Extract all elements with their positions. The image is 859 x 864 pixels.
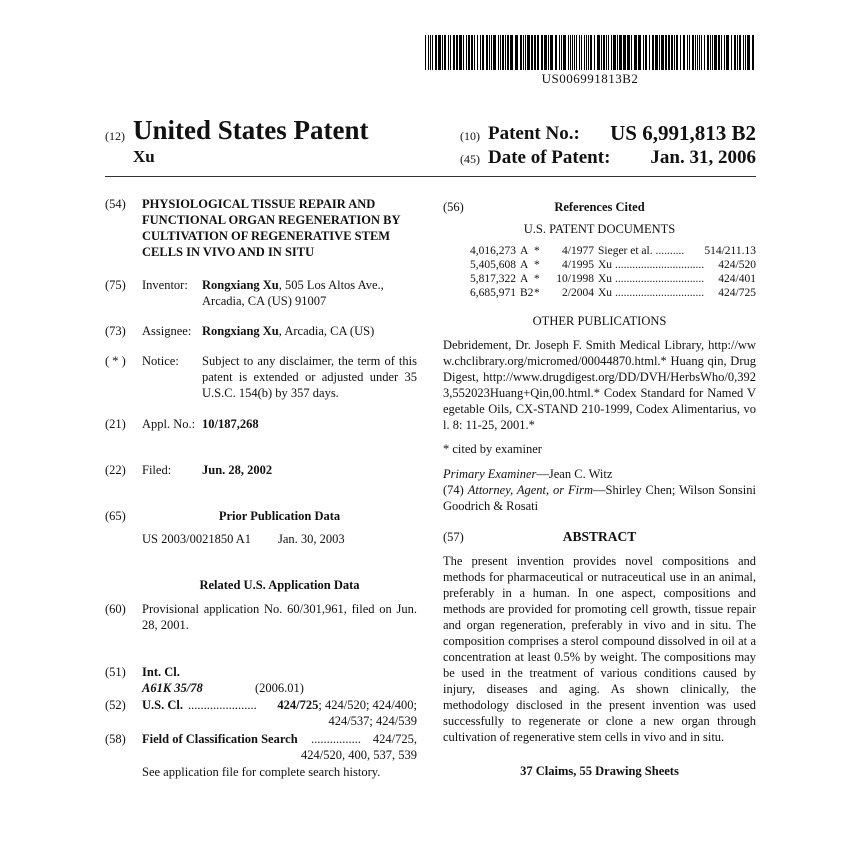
reference-number: 5,817,322 [470,273,516,285]
abstract-text: The present invention provides novel compositions and methods for pharmaceutical or nutraceutical use in an animal, preferably in a human. In one aspect, compositions and methods are provided for promoting cell growth, tissue repair and organ regeneration, preferably in vivo and in situ. The composition comprises a sterol compound dissolved in oil at a concentration at least 0.5% by weight. The compositions may be used in the treatment of various conditions caused by injury, diseases and aging. As shown clinically, the methodology disclosed in the present invention was used successfully to regenerate or clone a new organ through cultivation of regenerative stem cells in vivo and in situ. [443,554,756,744]
field-code-74: (74) [443,483,464,497]
reference-cited-mark: * [534,245,540,257]
us-cl-rest2: 424/537; 424/539 [328,714,417,728]
cited-by-examiner-note: * cited by examiner [443,442,542,456]
us-cl-values [277,697,417,729]
provisional-application-text: Provisional application No. 60/301,961, filed on Jun. 28, 2001. [142,602,417,632]
assignee-entry [202,323,417,339]
assignee-name: Rongxiang Xu [202,324,279,338]
primary-examiner-name: —Jean C. Witz [536,467,613,481]
field-code-52: (52) [105,698,126,712]
field-code-57: (57) [443,530,464,544]
field-code-22: (22) [105,463,126,477]
field-code-51: (51) [105,665,126,679]
attorney-name: —Shirley Chen; Wilson Sonsini Goodrich & Rosati [443,483,756,513]
field-code-75: (75) [105,278,126,292]
filed-label: Filed: [142,463,172,477]
int-cl-label: Int. Cl. [142,665,180,679]
reference-class: 424/520 [718,259,756,271]
assignee-label: Assignee: [142,324,192,338]
notice-label: Notice: [142,354,179,368]
inventor-address-line1: , 505 Los Altos Ave., [278,278,384,292]
prior-publication-number: US 2003/0021850 A1 [142,532,252,546]
appl-no-label: Appl. No.: [142,417,196,431]
barcode-number: US006991813B2 [541,71,639,86]
field-of-search-v2: 424/520, 400, 537, 539 [301,748,417,762]
reference-cited-mark: * [534,273,540,285]
field-code-65: (65) [105,509,126,523]
appl-no-value: 10/187,268 [202,417,259,431]
document-title: United States Patent [133,115,369,145]
inventor-name: Rongxiang Xu [202,278,279,292]
reference-name: Xu ............................... [598,287,705,299]
reference-class: 424/401 [718,273,756,285]
field-code-58: (58) [105,732,126,746]
reference-class: 424/725 [718,287,756,299]
reference-name: Sieger et al. .......... [598,245,685,257]
date-of-patent: Jan. 31, 2006 [650,147,756,168]
field-of-search-v1: 424/725, [372,732,417,746]
date-of-patent-label: Date of Patent: [488,147,611,168]
field-code-21: (21) [105,417,126,431]
prior-publication-date: Jan. 30, 2003 [278,532,345,546]
us-cl-main: 424/725 [277,698,319,712]
abstract-heading: ABSTRACT [562,529,637,544]
prior-publication-heading: Prior Publication Data [218,509,341,523]
field-code-notice: ( * ) [105,354,126,368]
header-rule [105,176,756,177]
reference-cited-mark: * [534,287,540,299]
attorney-label: Attorney, Agent, or Firm [467,483,593,497]
other-publications-text: Debridement, Dr. Joseph F. Smith Medical Library, http://www.chclibrary.org/micromed/00044870.html.* Huang qin, DrugDigest, http://www.drugdigest.org/DD/DVH/HerbsWho/0,3923,552023Huang+Qin,00.html.* Codex Standard for Named Vegetable Oils, CX-STAND 210-1999, Codex Alimentarius, vol. 8: 11-25, 2001.* [443,338,756,432]
reference-number: 6,685,971 [470,287,516,299]
field-code-73: (73) [105,324,126,338]
examiner-line [443,466,756,482]
invention-title: PHYSIOLOGICAL TISSUE REPAIR AND FUNCTIONAL ORGAN REGENERATION BY CULTIVATION OF REGENERATIVE STEM CELLS IN VIVO AND IN SITU [142,197,401,259]
barcode-image [425,35,755,70]
reference-row [470,272,756,286]
reference-row [470,286,756,300]
field-code-10: (10) [460,129,480,143]
reference-class: 514/211.13 [704,245,756,257]
field-code-56: (56) [443,200,464,214]
field-code-12: (12) [105,129,125,143]
field-code-60: (60) [105,602,126,616]
patent-no-label: Patent No.: [488,123,580,144]
reference-name: Xu ............................... [598,259,705,271]
us-cl-label: U.S. Cl. [142,698,183,712]
reference-date: 10/1998 [556,273,594,285]
us-cl-rest1: ; 424/520; 424/400; [318,698,417,712]
related-application-heading: Related U.S. Application Data [199,578,360,592]
reference-number: 4,016,273 [470,245,516,257]
attorney-line [443,482,756,514]
field-code-54: (54) [105,197,126,211]
filed-value: Jun. 28, 2002 [202,463,273,477]
reference-row [470,244,756,258]
references-list [470,244,756,300]
reference-cited-mark: * [534,259,540,271]
search-history-note: See application file for complete search history. [142,765,381,779]
reference-date: 4/1977 [562,245,594,257]
reference-kind: B2 [520,287,534,299]
reference-date: 4/1995 [562,259,594,271]
field-of-search-label: Field of Classification Search [142,732,298,746]
reference-name: Xu ............................... [598,273,705,285]
us-patent-documents-heading: U.S. PATENT DOCUMENTS [523,222,676,236]
int-cl-year: (2006.01) [255,681,304,695]
reference-kind: A [520,245,529,257]
us-cl-dots: ...................... [188,698,257,712]
field-code-45: (45) [460,152,480,166]
primary-examiner-label: Primary Examiner [443,467,537,481]
reference-number: 5,405,608 [470,259,516,271]
inventor-surname: Xu [133,147,155,166]
inventor-label: Inventor: [142,278,188,292]
reference-row [470,258,756,272]
notice-text: Subject to any disclaimer, the term of this patent is extended or adjusted under 35 U.S.C. 154(b) by 357 days. [202,354,417,400]
field-of-search-values [301,731,417,763]
reference-date: 2/2004 [562,287,594,299]
assignee-location: , Arcadia, CA (US) [278,324,375,338]
references-cited-heading: References Cited [554,200,645,214]
other-publications-heading: OTHER PUBLICATIONS [532,314,667,328]
claims-summary: 37 Claims, 55 Drawing Sheets [520,764,679,778]
int-cl-class: A61K 35/78 [142,681,203,695]
field-of-search-dots: ................ [311,732,361,746]
patent-number: US 6,991,813 B2 [610,121,756,145]
inventor-entry [202,277,417,309]
inventor-address-line2: Arcadia, CA (US) 91007 [202,294,327,308]
reference-kind: A [520,273,529,285]
reference-kind: A [520,259,529,271]
